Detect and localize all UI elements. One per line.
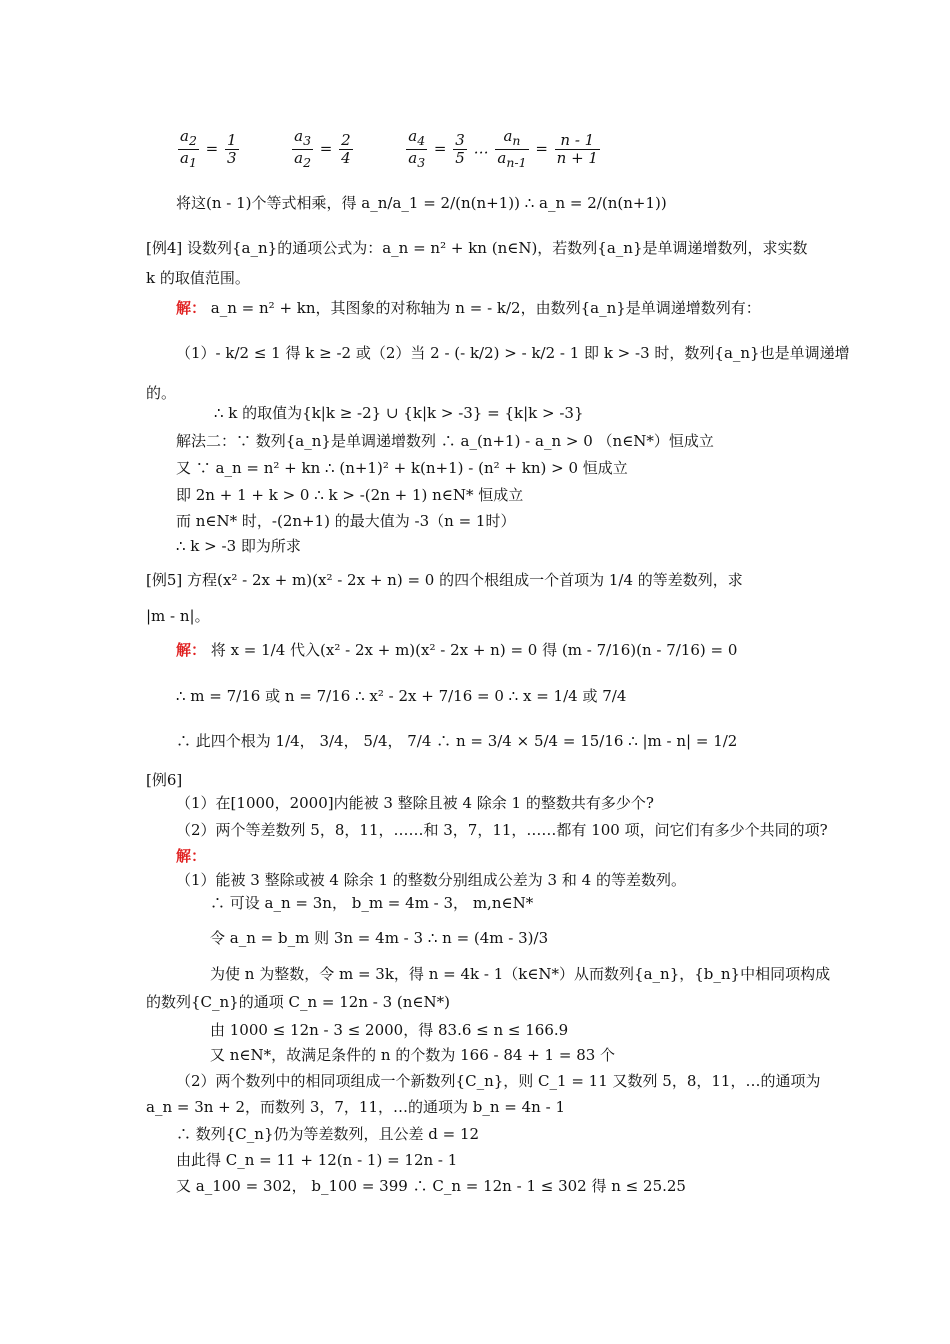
text-line: 由此得 C_n = 11 + 12(n - 1) = 12n - 1 (176, 1151, 458, 1169)
text-line: 的数列{C_n}的通项 C_n = 12n - 3 (n∈N*) (146, 993, 450, 1011)
text-line: |m - n|。 (146, 607, 210, 625)
text-line: （2）两个数列中的相同项组成一个新数列{C_n}，则 C_1 = 11 又数列 5，8，11，…的通项为 (176, 1072, 821, 1090)
solution-label: 解： (176, 299, 207, 317)
text-line: 又 n∈N*，故满足条件的 n 的个数为 166 - 84 + 1 = 83 个 (210, 1046, 616, 1064)
text-line: 的。 (146, 384, 177, 402)
ratio-n: $\frac{a_n}{a_{n-1}}$ (497, 127, 527, 170)
text-line: 令 a_n = b_m 则 3n = 4m - 3 ∴ n = (4m - 3)/3 (210, 929, 549, 947)
example-6-heading: [例6] (146, 771, 183, 789)
text-line: 又 a_100 = 302， b_100 = 399 ∴ C_n = 12n - 1 ≤ 302 得 n ≤ 25.25 (176, 1177, 686, 1195)
text-line: ∴ k 的取值为{k|k ≥ -2} ∪ {k|k > -3} = {k|k > -3} (214, 404, 584, 422)
text-line: ∴ k > -3 即为所求 (176, 537, 301, 555)
ratio-2: $\frac{a_3}{a_2}$ (294, 127, 312, 170)
text-line: 解： 将 x = 1/4 代入(x² - 2x + m)(x² - 2x + n) = 0 得 (m - 7/16)(n - 7/16) = 0 (176, 641, 738, 659)
text-line: 又 ∵ a_n = n² + kn ∴ (n+1)² + k(n+1) - (n² + kn) > 0 恒成立 (176, 459, 628, 477)
text-line: ∴ 数列{C_n}仍为等差数列，且公差 d = 12 (176, 1125, 480, 1143)
text-line: （1）能被 3 整除或被 4 除余 1 的整数分别组成公差为 3 和 4 的等差数列。 (176, 871, 686, 889)
text-line: （1）在[1000，2000]内能被 3 整除且被 4 除余 1 的整数共有多少个? (176, 794, 654, 812)
solution-label: 解： (176, 641, 207, 659)
text-line: a_n = 3n + 2，而数列 3，7，11，…的通项为 b_n = 4n - 1 (146, 1098, 565, 1116)
solution-label: 解： (176, 847, 207, 865)
text-line: （2）两个等差数列 5，8，11，……和 3，7，11，……都有 100 项，问它们有多少个共同的项? (176, 821, 828, 839)
example-4-heading: [例4] 设数列{a_n}的通项公式为：a_n = n² + kn (n∈N)，若数列{a_n}是单调递增数列，求实数 (146, 239, 808, 257)
text-line: ∴ 此四个根为 1/4， 3/4， 5/4， 7/4 ∴ n = 3/4 × 5/4 = 15/16 ∴ |m - n| = 1/2 (176, 732, 738, 750)
text-line: k 的取值范围。 (146, 269, 250, 287)
text-line (176, 846, 206, 866)
text-line: 解： a_n = n² + kn，其图象的对称轴为 n = - k/2，由数列{a_n}是单调递增数列有： (176, 299, 761, 317)
text-line: ∴ m = 7/16 或 n = 7/16 ∴ x² - 2x + 7/16 = 0 ∴ x = 1/4 或 7/4 (176, 687, 627, 705)
text-line: ∴ 可设 a_n = 3n， b_m = 4m - 3， m,n∈N* (210, 894, 534, 912)
ratio-3: $\frac{a_4}{a_3}$ (408, 127, 426, 170)
text-line: 解法二：∵ 数列{a_n}是单调递增数列 ∴ a_(n+1) - a_n > 0 （n∈N*）恒成立 (176, 432, 714, 450)
text-line: 即 2n + 1 + k > 0 ∴ k > -(2n + 1) n∈N* 恒成立 (176, 486, 524, 504)
example-5-heading: [例5] 方程(x² - 2x + m)(x² - 2x + n) = 0 的四个根组成一个首项为 1/4 的等差数列，求 (146, 571, 743, 589)
text-line: （1）- k/2 ≤ 1 得 k ≥ -2 或（2）当 2 - (- k/2) > - k/2 - 1 即 k > -3 时，数列{a_n}也是单调递增 (176, 344, 850, 362)
text-line: 将这(n - 1)个等式相乘，得 a_n/a_1 = 2/(n(n+1)) ∴ a_n = 2/(n(n+1)) (176, 194, 667, 212)
text-line: 由 1000 ≤ 12n - 3 ≤ 2000，得 83.6 ≤ n ≤ 166.9 (210, 1021, 569, 1039)
ratio-row: $\frac{a_2}{a_1}$ = $\frac{1}{3}$ $\frac{a_3}{a_2}$ = $\frac{2}{4}$ $\frac{a_4}{a_3}$ = $\frac{3}{5}$ … $\frac{a_n}{a_{n-1}}$ = $\frac{n - 1}{n + 1}$ (180, 127, 598, 170)
ratio-1: $\frac{a_2}{a_1}$ (180, 127, 197, 170)
text-line: 为使 n 为整数，令 m = 3k，得 n = 4k - 1（k∈N*）从而数列{a_n}，{b_n}中相同项构成 (210, 965, 831, 983)
text-line: 而 n∈N* 时，-(2n+1) 的最大值为 -3（n = 1时） (176, 512, 516, 530)
